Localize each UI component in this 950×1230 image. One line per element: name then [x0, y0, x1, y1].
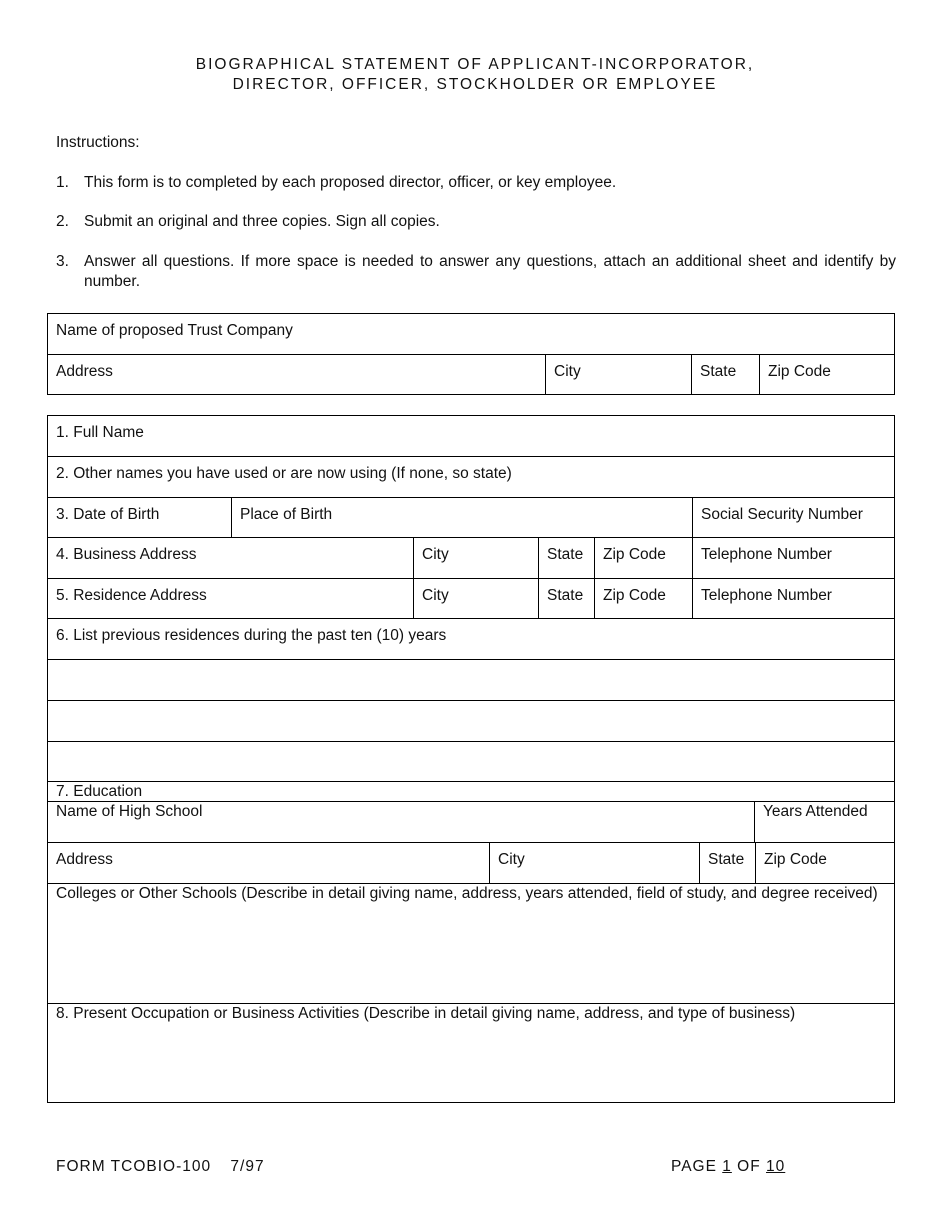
residence-address-field[interactable]: 5. Residence Address — [56, 587, 207, 604]
business-phone-field[interactable]: Telephone Number — [692, 538, 894, 578]
residence-zip-field[interactable]: Zip Code — [594, 579, 692, 618]
page-number: 1 — [722, 1158, 732, 1175]
company-state-field[interactable]: State — [691, 355, 759, 395]
business-state-field[interactable]: State — [538, 538, 594, 578]
form-id — [56, 1158, 265, 1176]
residence-city-field[interactable]: City — [413, 579, 538, 618]
full-name-row — [48, 416, 894, 457]
place-of-birth-field[interactable]: Place of Birth — [231, 498, 692, 537]
page-total: 10 — [766, 1158, 786, 1175]
business-city-field[interactable]: City — [413, 538, 538, 578]
residence-phone-field[interactable]: Telephone Number — [692, 579, 894, 618]
company-name-field[interactable]: Name of proposed Trust Company — [56, 322, 293, 339]
instruction-item-2 — [56, 212, 896, 232]
of-label: OF — [737, 1158, 761, 1175]
school-city-field[interactable]: City — [489, 843, 699, 883]
date-of-birth-field[interactable]: 3. Date of Birth — [56, 506, 160, 523]
page-indicator — [671, 1158, 785, 1176]
page-label: PAGE — [671, 1158, 717, 1175]
other-names-field[interactable]: 2. Other names you have used or are now using (If none, so state) — [56, 465, 512, 482]
instruction-number: 1. — [56, 174, 69, 191]
previous-residences-heading: 6. List previous residences during the past ten (10) years — [56, 627, 447, 644]
school-address-row — [48, 843, 894, 884]
instruction-text: Submit an original and three copies. Sign all copies. — [84, 213, 440, 230]
business-zip-field[interactable]: Zip Code — [594, 538, 692, 578]
school-zip-field[interactable]: Zip Code — [755, 843, 894, 883]
previous-residence-line[interactable] — [48, 701, 894, 742]
form-date: 7/97 — [230, 1158, 265, 1175]
applicant-info-table — [47, 415, 895, 1103]
residence-state-field[interactable]: State — [538, 579, 594, 618]
years-attended-field[interactable]: Years Attended — [754, 802, 894, 842]
form-title-line2: DIRECTOR, OFFICER, STOCKHOLDER OR EMPLOYEE — [232, 76, 718, 93]
form-title-line1: BIOGRAPHICAL STATEMENT OF APPLICANT-INCORPORATOR, — [195, 56, 755, 73]
company-city-field[interactable]: City — [545, 355, 691, 395]
residence-address-row — [48, 579, 894, 619]
high-school-name-field[interactable]: Name of High School — [56, 803, 203, 820]
instruction-item-3 — [56, 252, 896, 292]
birth-row — [48, 498, 894, 538]
school-address-field[interactable]: Address — [56, 851, 113, 868]
business-address-row — [48, 538, 894, 579]
previous-residence-line[interactable] — [48, 660, 894, 701]
company-name-row — [48, 314, 894, 355]
instructions-heading: Instructions: — [56, 134, 140, 151]
colleges-row — [48, 884, 894, 1004]
high-school-row — [48, 802, 894, 843]
business-address-field[interactable]: 4. Business Address — [56, 546, 197, 563]
form-title — [0, 55, 950, 95]
company-zip-field[interactable]: Zip Code — [759, 355, 894, 395]
previous-residence-line[interactable] — [48, 742, 894, 782]
instruction-item-1 — [56, 173, 896, 193]
company-address-row — [48, 355, 894, 395]
full-name-field[interactable]: 1. Full Name — [56, 424, 144, 441]
company-info-table — [47, 313, 895, 395]
school-state-field[interactable]: State — [699, 843, 755, 883]
form-number: FORM TCOBIO-100 — [56, 1158, 212, 1175]
instruction-number: 2. — [56, 213, 69, 230]
instruction-number: 3. — [56, 253, 69, 270]
education-heading-row — [48, 782, 894, 802]
previous-residences-row — [48, 619, 894, 660]
company-address-field[interactable]: Address — [56, 363, 113, 380]
other-names-row — [48, 457, 894, 498]
instruction-text: This form is to completed by each proposed director, officer, or key employee. — [84, 174, 617, 191]
instruction-text: Answer all questions. If more space is needed to answer any questions, attach an additional sheet and identify by number. — [84, 253, 896, 290]
ssn-field[interactable]: Social Security Number — [692, 498, 894, 537]
occupation-field[interactable]: 8. Present Occupation or Business Activities (Describe in detail giving name, address, and type of business) — [56, 1005, 796, 1022]
education-heading: 7. Education — [56, 783, 143, 800]
colleges-field[interactable]: Colleges or Other Schools (Describe in detail giving name, address, years attended, field of study, and degree received) — [56, 885, 878, 902]
occupation-row — [48, 1004, 894, 1102]
